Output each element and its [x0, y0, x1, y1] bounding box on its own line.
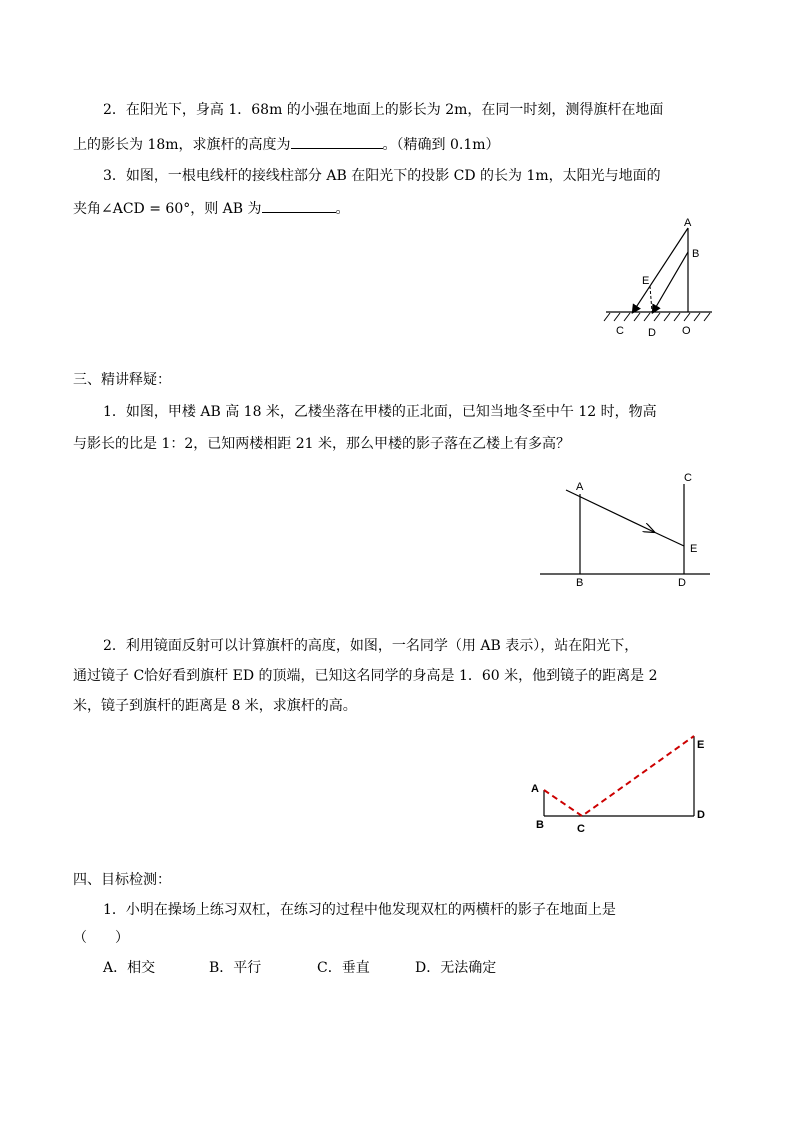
label-a: A — [576, 481, 584, 493]
label-c: C — [616, 325, 624, 337]
label-b: B — [536, 819, 544, 831]
problem3-line2-prefix: 夹角∠ACD = 60°，则 AB 为 — [73, 201, 262, 217]
section3-heading: 三、精讲释疑： — [73, 372, 171, 388]
problem2-line2-prefix: 上的影长为 18m，求旗杆的高度为 — [73, 137, 291, 153]
label-d: D — [678, 577, 686, 589]
section3-q2-line2: 通过镜子 C恰好看到旗杆 ED 的顶端，已知这名同学的身高是 1．60 米，他到镜子的距离是 2 — [73, 668, 658, 684]
dashed-e-to-d — [650, 286, 652, 312]
problem2-line1: 2．在阳光下，身高 1．68m 的小强在地面上的影长为 2m，在同一时刻，测得旗杆在地面 — [103, 102, 664, 118]
problem2-line2-suffix: 。（精确到 0.1m） — [382, 137, 500, 153]
figure-pole-shadow — [600, 212, 720, 342]
figure-buildings — [536, 470, 716, 590]
label-e: E — [690, 543, 698, 555]
option-a[interactable]: A．相交 — [103, 960, 156, 976]
label-c: C — [577, 823, 585, 835]
problem3-line1: 3．如图，一根电线杆的接线柱部分 AB 在阳光下的投影 CD 的长为 1m，太阳光与地面的 — [103, 168, 661, 184]
label-b: B — [576, 577, 584, 589]
reflection-path — [544, 736, 694, 816]
sun-ray-end — [654, 532, 684, 546]
label-a: A — [531, 783, 539, 795]
ground-hatching — [604, 313, 710, 321]
section4-q1-line1: 1．小明在操场上练习双杠，在练习的过程中他发现双杠的两横杆的影子在地面上是 — [103, 902, 616, 918]
label-e: E — [697, 739, 705, 751]
problem3-line2 — [73, 198, 350, 219]
section3-q1-line1: 1．如图，甲楼 AB 高 18 米，乙楼坐落在甲楼的正北面，已知当地冬至中午 12 时，物高 — [103, 404, 657, 420]
label-d: D — [697, 809, 705, 821]
option-c[interactable]: C．垂直 — [317, 960, 370, 976]
label-e: E — [642, 275, 650, 287]
problem2-answer-blank[interactable] — [291, 134, 383, 149]
label-c: C — [684, 472, 692, 484]
label-d: D — [648, 327, 656, 339]
sun-ray — [566, 490, 654, 532]
ray-b-to-d — [653, 252, 688, 312]
problem3-answer-blank[interactable] — [262, 198, 336, 213]
section4-q1-line2: （ ） — [73, 930, 129, 946]
problem2-line2 — [73, 134, 500, 155]
problem3-line2-suffix: 。 — [335, 201, 350, 217]
section3-q2-line3: 米，镜子到旗杆的距离是 8 米，求旗杆的高。 — [73, 698, 357, 714]
label-o: O — [682, 325, 691, 337]
option-b[interactable]: B．平行 — [209, 960, 262, 976]
figure-mirror — [526, 726, 726, 838]
label-b: B — [692, 248, 700, 260]
section3-q1-line2: 与影长的比是 1：2，已知两楼相距 21 米，那么甲楼的影子落在乙楼上有多高？ — [73, 436, 570, 452]
label-a: A — [684, 217, 692, 229]
option-d[interactable]: D．无法确定 — [415, 960, 497, 976]
section3-q2-line1: 2．利用镜面反射可以计算旗杆的高度，如图，一名同学（用 AB 表示），站在阳光下， — [103, 638, 639, 654]
section4-heading: 四、目标检测： — [73, 872, 171, 888]
